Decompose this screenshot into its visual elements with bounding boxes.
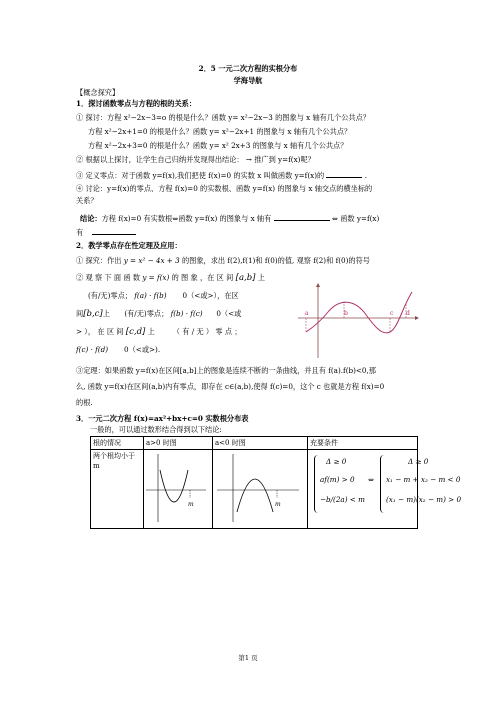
paragraph-3: 方程 x²−2x+3=0 的根是什么？函数 y= x² 2x+3 的图象与 x 轴有几个公共点？ — [88, 141, 348, 150]
blank-line — [326, 170, 362, 178]
paragraph-6: ④ 讨论：y=f(x)的零点、方程 f(x)=0 的实数根、函数 y=f(x) 的图象与 x 轴交点的横坐标的 — [76, 184, 373, 193]
question-4-end: 0（<或 — [216, 309, 242, 318]
paragraph-4: ② 根据以上探讨，让学生自己归纳并发现得出结论： → 推广到 y=f(x)呢？ — [76, 155, 315, 164]
interval: [b,c] — [83, 309, 103, 319]
theorem-line-2: 么, 函数 y=f(x)在区间(a,b)内有零点，即存在 c∈(a,b),使得 f(c)=0，这个 c 也就是方程 f(x)=0 — [76, 382, 385, 391]
parabola-down-graph — [213, 450, 303, 526]
question-1 — [76, 256, 370, 265]
question-4 — [76, 309, 241, 319]
graph-label-c: c — [390, 310, 394, 317]
cond-right-1: Δ ≥ 0 — [408, 457, 429, 466]
x-axis-arrow — [415, 316, 419, 320]
question-2-rest: 的 图 象 ，在 区 间 — [169, 273, 234, 282]
interval: [c,d] — [125, 327, 146, 337]
heading-3-sub: 一般的，可以通过数形结合得到以下结论: — [90, 425, 222, 434]
table-header-condition: 充要条件 — [308, 437, 418, 450]
table-cell-graph-positive — [144, 450, 213, 529]
heading-2: 2．教学零点存在性定理及应用： — [76, 241, 182, 250]
right-brace — [380, 455, 384, 513]
paragraph-5-end: . — [364, 171, 368, 180]
question-1-text: ① 探究：作出 — [76, 256, 124, 265]
graph-label-b: b — [344, 310, 348, 317]
paragraph-5 — [76, 170, 367, 180]
formula: f(b) · f(c) — [170, 309, 203, 318]
formula: f(c) · f(d) — [76, 345, 109, 354]
page-subtitle: 学海导航 — [233, 76, 263, 85]
parabola-up-graph — [144, 450, 208, 526]
cond-left-2: af(m) > 0 — [320, 475, 355, 484]
question-4-text: 间 — [76, 309, 84, 318]
root-distribution-table — [90, 436, 462, 529]
formula: y = f(x) — [142, 273, 170, 282]
cond-left-3: −b/(2a) < m — [320, 495, 365, 504]
formula: y = x² − 4x + 3 — [123, 256, 180, 265]
parabola-curve — [237, 479, 273, 512]
question-1-rest: 的图象，求出 f(2),f(1)和 f(0)的值, 观察 f(2)和 f(0)的符号 — [179, 256, 370, 265]
question-3 — [88, 291, 239, 300]
question-5-rest: 上 （ 有 / 无 ） 零 点 ； — [147, 327, 242, 336]
section-concept: 【概念探究】 — [76, 88, 120, 97]
conclusion-label: 结论： — [80, 214, 102, 223]
question-3-rest: 0（<或>），在区 — [182, 291, 239, 300]
conclusion-a: 方程 f(x)=0 有实数根⇔函数 y=f(x) 的图象与 x 轴有 — [101, 214, 272, 223]
question-2-text: ② 观 察 下 面 函 数 — [76, 273, 143, 282]
function-graph — [294, 282, 420, 362]
m-label: m — [188, 501, 194, 508]
paragraph-2: 方程 x²−2x+1=0 的根是什么？函数 y= x²−2x+1 的图象与 x 轴有几个公共点？ — [88, 127, 352, 136]
question-2-end: 上 — [257, 273, 265, 282]
function-curve — [306, 292, 412, 333]
iff-symbol: ⇔ — [368, 475, 375, 484]
condition-system — [310, 451, 462, 523]
question-2 — [76, 273, 265, 283]
blank-line — [92, 227, 136, 235]
question-4-mid: 上 (有/无)零点； — [102, 309, 169, 318]
table-header-a-positive: a>0 时图 — [144, 437, 213, 450]
formula: f(a) · f(b) — [134, 291, 167, 300]
interval: [a,b] — [235, 273, 256, 283]
heading-3: 3．一元二次方程 f(x)=ax²+bx+c=0 实数根分布表 — [76, 414, 249, 423]
cond-right-2: x₁ − m + x₂ − m < 0 — [386, 475, 461, 484]
theorem-line-3: 的根. — [76, 398, 93, 407]
table-header-a-negative: a<0 时图 — [213, 437, 308, 450]
page-title: 2．5 一元二次方程的实根分布 — [198, 64, 298, 73]
question-6-rest: 0（<或>). — [124, 345, 161, 354]
paragraph-5-text: ③ 定义零点：对于函数 y=f(x),我们把使 f(x)=0 的实数 x 叫做函数 y=f(x)的 — [76, 171, 325, 180]
question-5 — [76, 327, 242, 337]
blank-line — [274, 213, 330, 221]
paragraph-6b: 关系？ — [76, 196, 98, 205]
page-footer: 第1 页 — [238, 654, 258, 662]
conclusion-c: 有 — [76, 228, 84, 237]
m-label: m — [275, 501, 281, 508]
parabola-curve — [160, 470, 188, 502]
question-5-text: > ）， 在 区 间 — [76, 327, 124, 336]
table-header-case: 根的情况 — [91, 437, 144, 450]
graph-label-a: a — [305, 310, 309, 317]
question-6 — [76, 345, 160, 354]
cond-right-3: (x₁ − m)(x₂ − m) > 0 — [386, 495, 462, 504]
left-brace — [314, 455, 318, 513]
cond-left-1: Δ ≥ 0 — [326, 457, 347, 466]
theorem-line-1: ③定理：如果函数 y=f(x)在区间[a,b]上的图象是连续不断的一条曲线，并且有 f(a).f(b)<0,那 — [76, 366, 376, 375]
conclusion-b: ⇔ 函数 y=f(x) — [331, 214, 380, 223]
y-axis-arrow — [316, 283, 320, 287]
table-cell-condition — [308, 450, 462, 529]
question-3-text: (有/无)零点； — [88, 291, 132, 300]
heading-1: 1．探讨函数零点与方程的根的关系： — [76, 99, 197, 108]
conclusion — [80, 213, 379, 223]
graph-label-d: d — [406, 310, 410, 317]
table-row-case: 两个根均小于 m — [91, 450, 144, 529]
conclusion-line-2 — [76, 227, 136, 237]
paragraph-1: ① 探讨：方程 x²−2x−3=o 的根是什么？函数 y= x²−2x−3 的图象与 x 轴有几个公共点？ — [76, 113, 370, 122]
table-cell-graph-negative — [213, 450, 308, 529]
